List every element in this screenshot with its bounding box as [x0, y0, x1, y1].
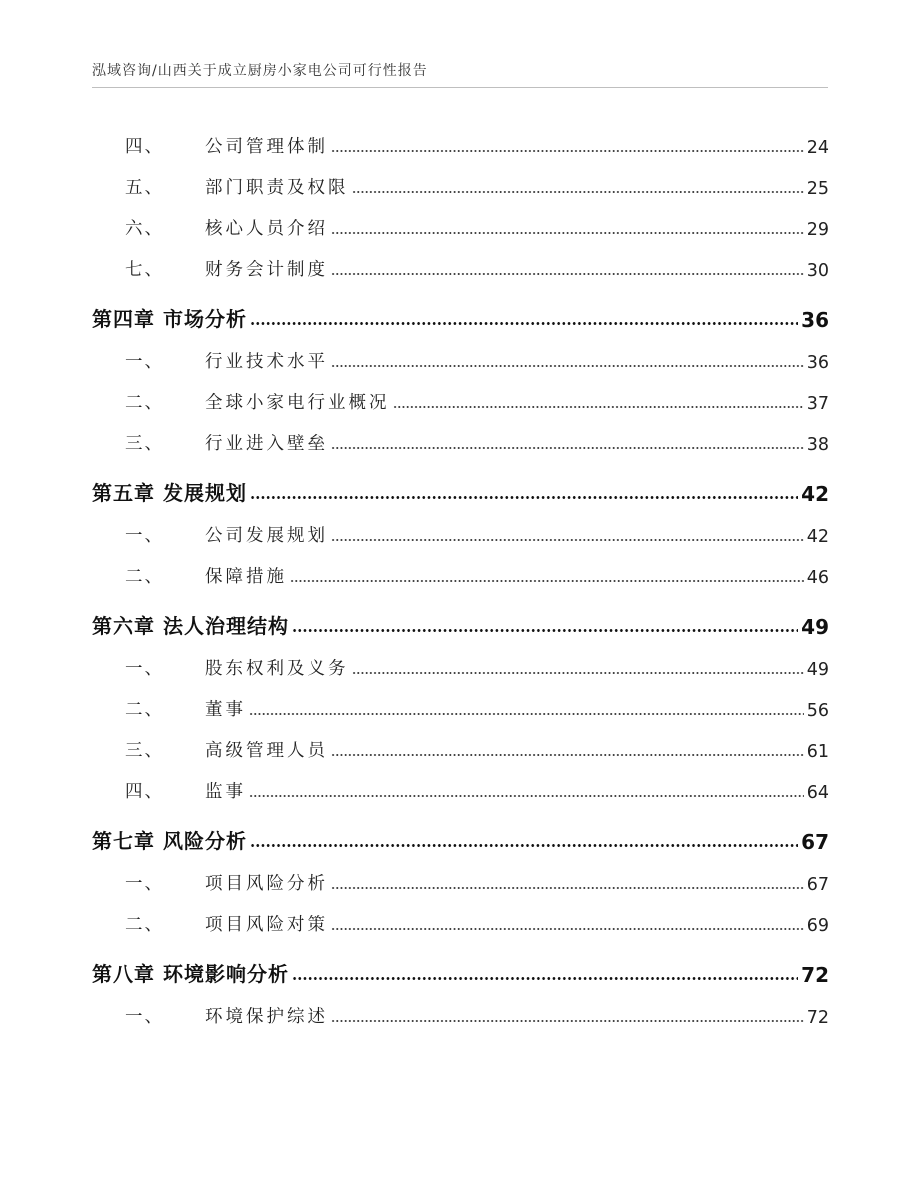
toc-dot-leader	[393, 406, 804, 408]
toc-dot-leader	[250, 322, 798, 325]
toc-section-entry[interactable]	[92, 373, 829, 414]
toc-chapter-entry[interactable]	[92, 588, 829, 639]
toc-dot-leader	[331, 887, 804, 889]
toc-section-entry[interactable]	[92, 639, 829, 680]
toc-page-number: 72	[806, 1008, 829, 1028]
toc-page-number: 42	[801, 482, 829, 506]
toc-dot-leader	[352, 191, 804, 193]
toc-page-number: 30	[806, 261, 829, 281]
toc-entry-number: 五、	[125, 178, 164, 198]
toc-chapter-entry[interactable]	[92, 281, 829, 332]
toc-entry-title: 项目风险分析	[205, 874, 328, 894]
toc-entry-title: 监事	[205, 782, 246, 802]
toc-dot-leader	[331, 928, 804, 930]
toc-entry-title: 第七章 风险分析	[92, 829, 247, 853]
header-divider	[92, 87, 828, 88]
toc-page-number: 36	[806, 353, 829, 373]
toc-section-entry[interactable]	[92, 240, 829, 281]
toc-section-entry[interactable]	[92, 158, 829, 199]
toc-entry-title: 第八章 环境影响分析	[92, 962, 289, 986]
toc-entry-title: 董事	[205, 700, 246, 720]
toc-page-number: 38	[806, 435, 829, 455]
toc-page-number: 69	[806, 916, 829, 936]
toc-entry-number: 二、	[125, 700, 164, 720]
toc-page-number: 49	[801, 615, 829, 639]
toc-section-entry[interactable]	[92, 987, 829, 1028]
toc-dot-leader	[292, 977, 798, 980]
toc-page-number: 72	[801, 963, 829, 987]
toc-entry-title: 第六章 法人治理结构	[92, 614, 289, 638]
toc-page-number: 37	[806, 394, 829, 414]
toc-entry-title: 环境保护综述	[205, 1007, 328, 1027]
toc-entry-number: 三、	[125, 741, 164, 761]
toc-section-entry[interactable]	[92, 680, 829, 721]
toc-entry-number: 二、	[125, 393, 164, 413]
toc-page-number: 24	[806, 138, 829, 158]
toc-dot-leader	[331, 150, 804, 152]
toc-entry-title: 第五章 发展规划	[92, 481, 247, 505]
toc-section-entry[interactable]	[92, 414, 829, 455]
table-of-contents	[92, 117, 829, 1028]
toc-page-number: 25	[806, 179, 829, 199]
toc-entry-title: 财务会计制度	[205, 260, 328, 280]
toc-entry-title: 行业进入壁垒	[205, 434, 328, 454]
toc-dot-leader	[331, 1020, 804, 1022]
toc-section-entry[interactable]	[92, 506, 829, 547]
toc-entry-number: 一、	[125, 874, 164, 894]
toc-page-number: 42	[806, 527, 829, 547]
toc-entry-number: 六、	[125, 219, 164, 239]
toc-chapter-entry[interactable]	[92, 936, 829, 987]
toc-page-number: 67	[806, 875, 829, 895]
toc-page-number: 46	[806, 568, 829, 588]
toc-entry-number: 一、	[125, 352, 164, 372]
toc-page-number: 29	[806, 220, 829, 240]
toc-dot-leader	[249, 795, 804, 797]
toc-entry-title: 核心人员介绍	[205, 219, 328, 239]
toc-section-entry[interactable]	[92, 199, 829, 240]
toc-entry-number: 一、	[125, 1007, 164, 1027]
toc-dot-leader	[331, 754, 804, 756]
toc-dot-leader	[331, 273, 804, 275]
toc-section-entry[interactable]	[92, 332, 829, 373]
toc-entry-title: 行业技术水平	[205, 352, 328, 372]
toc-section-entry[interactable]	[92, 895, 829, 936]
toc-chapter-entry[interactable]	[92, 803, 829, 854]
toc-dot-leader	[331, 539, 804, 541]
toc-entry-number: 三、	[125, 434, 164, 454]
running-header: 泓域咨询/山西关于成立厨房小家电公司可行性报告	[92, 63, 428, 79]
toc-dot-leader	[250, 496, 798, 499]
toc-dot-leader	[250, 844, 798, 847]
toc-dot-leader	[331, 232, 804, 234]
toc-section-entry[interactable]	[92, 117, 829, 158]
toc-dot-leader	[352, 672, 804, 674]
toc-page-number: 36	[801, 308, 829, 332]
toc-entry-title: 部门职责及权限	[205, 178, 349, 198]
toc-entry-title: 高级管理人员	[205, 741, 328, 761]
toc-entry-title: 公司管理体制	[205, 137, 328, 157]
toc-page-number: 64	[806, 783, 829, 803]
toc-dot-leader	[249, 713, 804, 715]
toc-entry-number: 一、	[125, 526, 164, 546]
toc-section-entry[interactable]	[92, 854, 829, 895]
toc-dot-leader	[292, 629, 798, 632]
toc-entry-number: 一、	[125, 659, 164, 679]
toc-page-number: 67	[801, 830, 829, 854]
toc-entry-title: 项目风险对策	[205, 915, 328, 935]
toc-entry-title: 股东权利及义务	[205, 659, 349, 679]
toc-page-number: 61	[806, 742, 829, 762]
toc-section-entry[interactable]	[92, 547, 829, 588]
toc-chapter-entry[interactable]	[92, 455, 829, 506]
toc-entry-number: 二、	[125, 567, 164, 587]
toc-section-entry[interactable]	[92, 762, 829, 803]
toc-entry-number: 七、	[125, 260, 164, 280]
toc-entry-number: 四、	[125, 137, 164, 157]
toc-dot-leader	[331, 447, 804, 449]
toc-page-number: 49	[806, 660, 829, 680]
toc-entry-title: 保障措施	[205, 567, 287, 587]
toc-entry-title: 公司发展规划	[205, 526, 328, 546]
toc-dot-leader	[290, 580, 804, 582]
toc-entry-title: 全球小家电行业概况	[205, 393, 390, 413]
toc-dot-leader	[331, 365, 804, 367]
toc-entry-title: 第四章 市场分析	[92, 307, 247, 331]
toc-entry-number: 四、	[125, 782, 164, 802]
toc-entry-number: 二、	[125, 915, 164, 935]
toc-page-number: 56	[806, 701, 829, 721]
toc-section-entry[interactable]	[92, 721, 829, 762]
